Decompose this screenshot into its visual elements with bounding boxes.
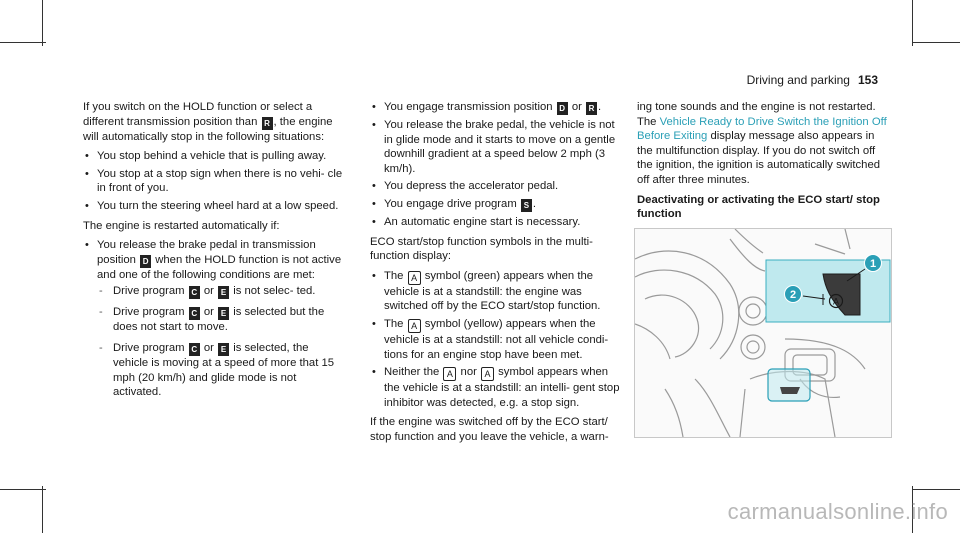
eco-button-symbol: A (832, 296, 840, 307)
crop-mark (0, 42, 46, 43)
running-header (747, 73, 878, 87)
column-2 (370, 100, 620, 450)
list-item: • You engage transmission position D or R . (370, 100, 620, 115)
list-item: • Neither the A nor A symbol appears when the vehicle is at a standstill: an intelli- gent stop inhibitor was detected, e.g. a stop sign. (370, 365, 620, 410)
display-message-link[interactable]: Vehicle Ready to Drive Switch the Ignition Off Before Exiting (637, 115, 887, 143)
eco-start-stop-icon: A (408, 271, 421, 285)
dashboard-illustration (635, 229, 891, 437)
list-item: - Drive program C or E is selected, the vehicle is moving at a speed of more that 15 mph (20 km/h) and glide mode is not activated. (97, 341, 345, 400)
eco-start-stop-icon: A (443, 367, 456, 381)
callout-1 (865, 255, 882, 272)
crop-mark (42, 486, 43, 533)
drive-program-e-symbol: E (218, 286, 229, 299)
callout-2 (785, 286, 802, 303)
list-item: - Drive program C or E is selected but the does not start to move. (97, 305, 345, 335)
bullet-list (370, 100, 620, 230)
drive-program-c-symbol: C (189, 286, 200, 299)
transmission-r-symbol: R (586, 102, 597, 115)
crop-mark (912, 489, 960, 490)
drive-program-s-symbol: S (521, 199, 532, 212)
list-item: • You turn the steering wheel hard at a low speed. (83, 199, 345, 214)
drive-program-c-symbol: C (189, 343, 200, 356)
paragraph: ECO start/stop function symbols in the multi- function display: (370, 235, 593, 263)
paragraph: ing tone sounds and the engine is not restarted. The Vehicle Ready to Drive Switch the Ignition Off Before Exiting display message also appears in the multifunction display. If you do not switch off the ignition, the ignition is automatically switched off after three minutes. (637, 101, 887, 186)
list-item: • You engage drive program S . (370, 197, 620, 212)
page-number: 153 (857, 73, 878, 87)
svg-text:1: 1 (869, 258, 877, 270)
eco-start-stop-crossed-icon: A (408, 319, 421, 333)
bullet-list (83, 149, 345, 213)
transmission-d-symbol: D (557, 102, 568, 115)
drive-program-c-symbol: C (189, 307, 200, 320)
list-item: • An automatic engine start is necessary. (370, 215, 620, 230)
paragraph: The engine is restarted automatically if: (83, 219, 280, 232)
dash-list (97, 284, 345, 399)
bullet-list (370, 269, 620, 411)
drive-program-e-symbol: E (218, 343, 229, 356)
list-item: • You stop at a stop sign when there is no vehi- cle in front of you. (83, 167, 345, 196)
list-item: - Drive program C or E is not selec- ted. (97, 284, 345, 299)
button-highlight (768, 369, 810, 401)
crop-mark (912, 42, 960, 43)
column-3 (637, 100, 889, 228)
svg-text:2: 2 (789, 289, 797, 301)
section-heading: Deactivating or activating the ECO start/ stop function (637, 193, 880, 221)
list-item: • You release the brake pedal, the vehicle is not in glide mode and it starts to move on a gentle downhill gradient at a speed below 2 mph (3 km/h). (370, 118, 620, 176)
drive-program-e-symbol: E (218, 307, 229, 320)
list-item: • You release the brake pedal in transmission position D when the HOLD function is not active and one of the following conditions are met: - Drive program C or E is not selec- ted. - Drive program C or E is selected but the does not start to move. - Drive program C or E is selected, the vehicle is moving at a speed of more that 15 mph (20 km/h) and glide mode is not activated. (83, 238, 345, 400)
list-item: • You depress the accelerator pedal. (370, 179, 620, 194)
section-title: Driving and parking (746, 73, 850, 87)
crop-mark (912, 0, 913, 46)
eco-start-stop-crossed-icon: A (481, 367, 494, 381)
paragraph: If the engine was switched off by the ECO start/ stop function and you leave the vehicle, a warn- (370, 416, 609, 443)
eco-button-figure (634, 228, 892, 438)
bullet-list (83, 238, 345, 400)
list-item: • You stop behind a vehicle that is pulling away. (83, 149, 345, 164)
transmission-d-symbol: D (140, 255, 151, 268)
crop-mark (42, 0, 43, 46)
watermark: carmanualsonline.info (727, 499, 948, 524)
list-item: • The A symbol (green) appears when the vehicle is at a standstill: the engine was switched off by the ECO start/stop function. (370, 269, 620, 314)
list-item: • The A symbol (yellow) appears when the vehicle is at a standstill: not all vehicle condi- tions for an engine stop have been met. (370, 317, 620, 362)
paragraph: If you switch on the HOLD function or select a different transmission position than R , the engine will automatically stop in the following situations: (83, 101, 333, 143)
transmission-r-symbol: R (262, 117, 273, 130)
crop-mark (0, 489, 46, 490)
column-1 (83, 100, 345, 406)
